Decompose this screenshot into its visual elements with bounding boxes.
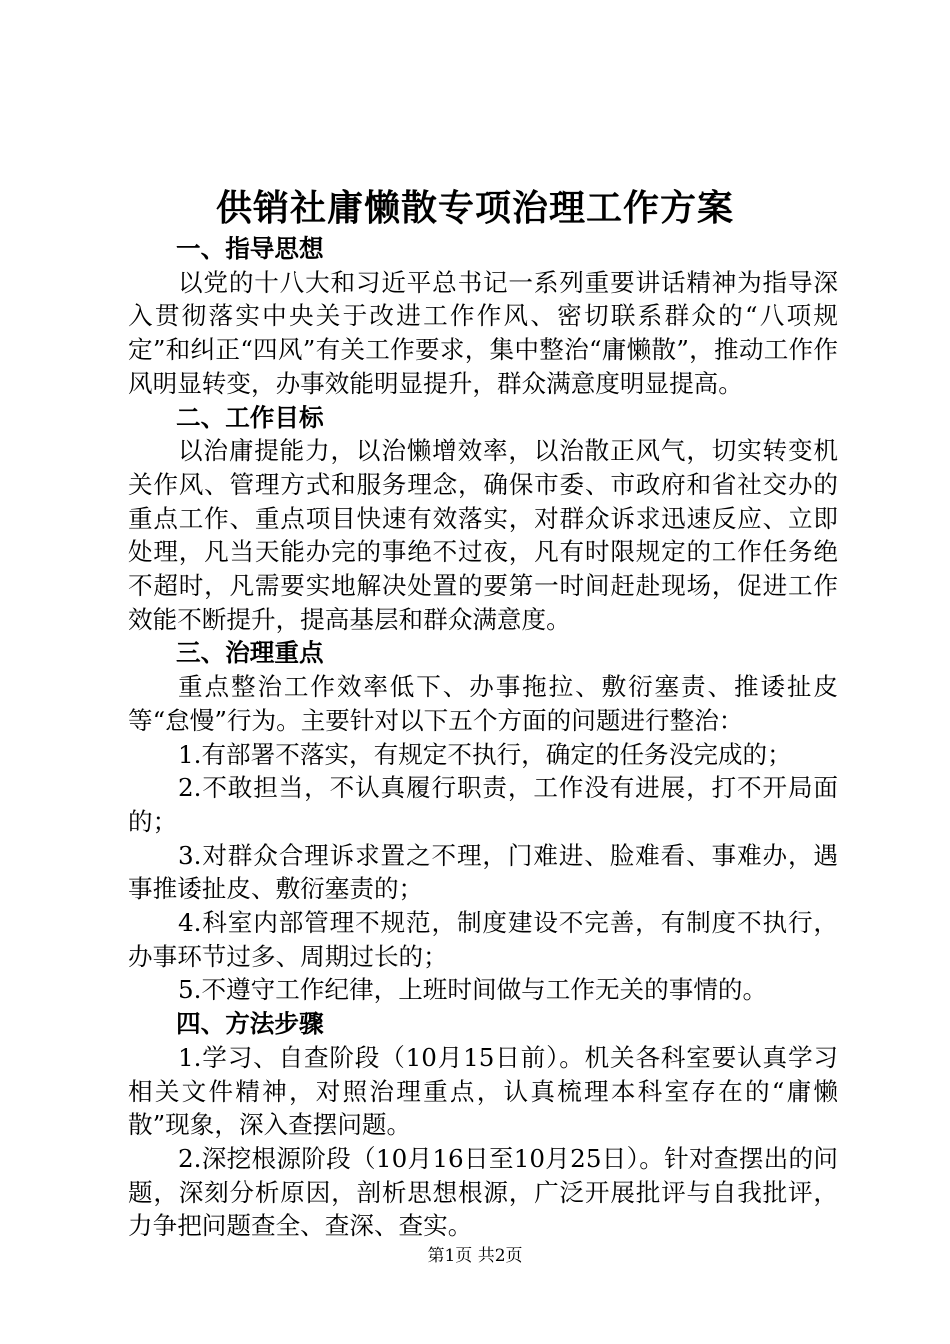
list-item: 5.不遵守工作纪律，上班时间做与工作无关的事情的。 bbox=[178, 975, 768, 1005]
section-heading-guiding-ideology: 一、指导思想 bbox=[176, 234, 324, 263]
paragraph: 以治庸提能力，以治懒增效率，以治散正风气，切实转变机关作风、管理方式和服务理念，确保市委、市政府和省社交办的重点工作、重点项目快速有效落实，对群众诉求迅速反应、立即处理，凡当天能办完的事绝不过夜，凡有时限规定的工作任务绝不超时，凡需要实地解决处置的要第一时间赶赴现场，促进工作效能不断提升，提高基层和群众满意度。 bbox=[128, 436, 838, 634]
document-body bbox=[128, 232, 838, 1243]
paragraph: 以党的十八大和习近平总书记一系列重要讲话精神为指导深入贯彻落实中央关于改进工作作风、密切联系群众的“八项规定”和纠正“四风”有关工作要求，集中整治“庸懒散”，推动工作作风明显转变，办事效能明显提升，群众满意度明显提高。 bbox=[128, 267, 838, 398]
list-item: 2.不敢担当，不认真履行职责，工作没有进展，打不开局面的； bbox=[128, 773, 838, 836]
section-heading-work-goals: 二、工作目标 bbox=[176, 402, 324, 432]
page-footer: 第1页 共2页 bbox=[427, 1246, 523, 1266]
list-item: 2.深挖根源阶段（10月16日至10月25日）。针对查摆出的问题，深刻分析原因，剖析思想根源，广泛开展批评与自我批评，力争把问题查全、查深、查实。 bbox=[128, 1143, 838, 1241]
list-item: 4.科室内部管理不规范，制度建设不完善，有制度不执行，办事环节过多、周期过长的； bbox=[128, 908, 838, 971]
list-item: 1.学习、自查阶段（10月15日前）。机关各科室要认真学习相关文件精神，对照治理重点，认真梳理本科室存在的“庸懒散”现象，深入查摆问题。 bbox=[128, 1042, 838, 1140]
paragraph: 重点整治工作效率低下、办事拖拉、敷衍塞责、推诿扯皮等“怠慢”行为。主要针对以下五个方面的问题进行整治： bbox=[128, 672, 838, 735]
list-item: 1.有部署不落实，有规定不执行，确定的任务没完成的； bbox=[178, 739, 792, 769]
section-heading-governance-focus: 三、治理重点 bbox=[176, 638, 324, 668]
document-title: 供销社庸懒散专项治理工作方案 bbox=[215, 187, 734, 229]
section-heading-methods-steps: 四、方法步骤 bbox=[176, 1009, 324, 1039]
list-item: 3.对群众合理诉求置之不理，门难进、脸难看、事难办，遇事推诿扯皮、敷衍塞责的； bbox=[128, 840, 838, 904]
